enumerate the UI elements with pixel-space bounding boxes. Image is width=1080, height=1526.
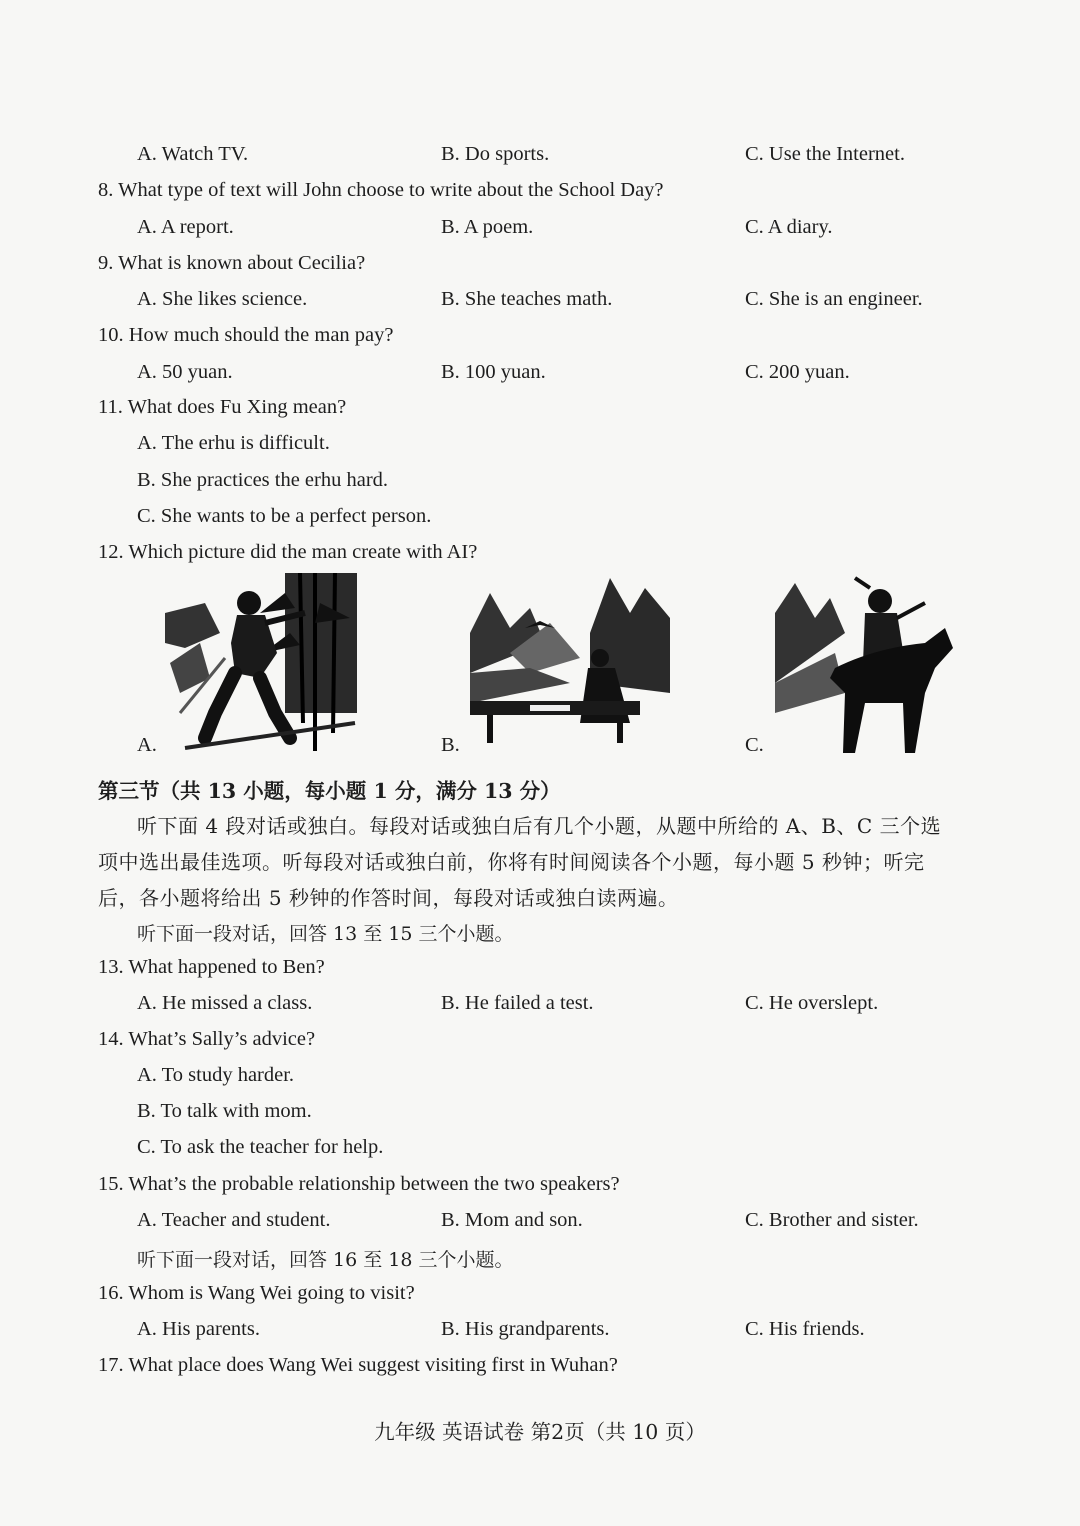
q9-option-a: A. She likes science. [137,288,308,310]
q16-option-c: C. His friends. [745,1318,865,1340]
section3-instruction-line2: 项中选出最佳选项。听每段对话或独白前，你将有时间阅读各个小题，每小题 5 秒钟；听完 [98,850,925,874]
q10-option-a: A. 50 yuan. [137,361,233,383]
q8-option-b: B. A poem. [441,216,534,238]
q7-option-a: A. Watch TV. [137,143,249,165]
q15-option-a: A. Teacher and student. [137,1209,331,1231]
dialog2-instruction: 听下面一段对话，回答 16 至 18 三个小题。 [137,1249,514,1271]
q13-question: 13. What happened to Ben? [98,956,325,978]
q13-option-a: A. He missed a class. [137,992,313,1014]
q12-option-c-label: C. [745,734,764,756]
q15-option-c: C. Brother and sister. [745,1209,919,1231]
q7-option-b: B. Do sports. [441,143,550,165]
q8-option-c: C. A diary. [745,216,833,238]
q10-option-b: B. 100 yuan. [441,361,546,383]
q11-question: 11. What does Fu Xing mean? [98,396,347,418]
q10-question: 10. How much should the man pay? [98,324,394,346]
section3-title: 第三节（共 13 小题，每小题 1 分，满分 13 分） [98,779,561,803]
q17-question: 17. What place does Wang Wei suggest visiting first in Wuhan? [98,1354,618,1376]
q11-option-b: B. She practices the erhu hard. [137,469,389,491]
swordsman-picture [165,573,357,751]
q12-question: 12. Which picture did the man create with AI? [98,541,478,563]
q12-option-b-label: B. [441,734,460,756]
q15-question: 15. What’s the probable relationship between the two speakers? [98,1173,620,1195]
q7-option-c: C. Use the Internet. [745,143,905,165]
q11-option-a: A. The erhu is difficult. [137,432,330,454]
q11-option-c: C. She wants to be a perfect person. [137,505,432,527]
page-footer: 九年级 英语试卷 第2页（共 10 页） [374,1420,706,1444]
dialog1-instruction: 听下面一段对话，回答 13 至 15 三个小题。 [137,923,514,945]
q15-option-b: B. Mom and son. [441,1209,583,1231]
q9-option-b: B. She teaches math. [441,288,613,310]
q13-option-b: B. He failed a test. [441,992,594,1014]
q14-option-b: B. To talk with mom. [137,1100,312,1122]
q14-option-c: C. To ask the teacher for help. [137,1136,384,1158]
q16-option-a: A. His parents. [137,1318,260,1340]
section3-instruction-line3: 后，各小题将给出 5 秒钟的作答时间，每段对话或独白读两遍。 [98,886,679,910]
q9-option-c: C. She is an engineer. [745,288,923,310]
q16-option-b: B. His grandparents. [441,1318,610,1340]
q8-question: 8. What type of text will John choose to write about the School Day? [98,179,664,201]
q14-option-a: A. To study harder. [137,1064,295,1086]
section3-instruction-line1: 听下面 4 段对话或独白。每段对话或独白后有几个小题，从题中所给的 A、B、C 三个选 [137,814,942,838]
q16-question: 16. Whom is Wang Wei going to visit? [98,1282,415,1304]
q12-option-a-label: A. [137,734,157,756]
horse-rider-picture [775,573,957,753]
q9-question: 9. What is known about Cecilia? [98,252,366,274]
painter-landscape-picture [470,573,670,751]
q8-option-a: A. A report. [137,216,234,238]
q13-option-c: C. He overslept. [745,992,879,1014]
q14-question: 14. What’s Sally’s advice? [98,1028,316,1050]
q10-option-c: C. 200 yuan. [745,361,850,383]
